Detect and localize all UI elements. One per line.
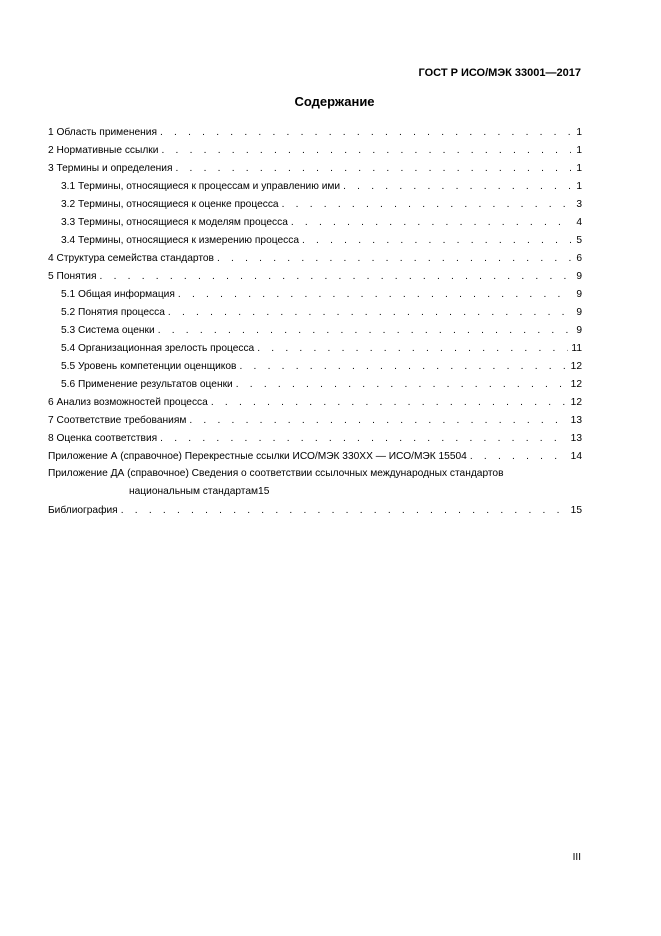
toc-leader-dots (189, 415, 567, 427)
toc-entry-label: 3.1 Термины, относящиеся к процессам и управлению ими (61, 181, 341, 192)
toc-leader-dots (239, 361, 567, 373)
toc-leader-dots (160, 127, 571, 139)
toc-leader-dots (217, 253, 571, 265)
toc-subentry[interactable] (48, 229, 582, 247)
toc-entry-appendix-a[interactable] (48, 445, 582, 463)
toc-entry-label: 5 Понятия (48, 271, 97, 282)
toc-entry-page: 1 (576, 163, 582, 174)
toc-entry-page: 9 (576, 289, 582, 300)
table-of-contents (48, 121, 582, 517)
toc-entry-page: 15 (258, 486, 270, 497)
toc-leader-dots (175, 163, 571, 175)
toc-entry-page: 1 (576, 181, 582, 192)
toc-entry-label-line2: национальным стандартам (129, 486, 259, 497)
toc-entry-label: 1 Область применения (48, 127, 157, 138)
toc-entry-bibliography[interactable] (48, 499, 582, 517)
toc-entry-page: 9 (576, 271, 582, 282)
document-code: ГОСТ Р ИСО/МЭК 33001—2017 (418, 67, 581, 79)
toc-entry-page: 6 (576, 253, 582, 264)
toc-subentry[interactable] (48, 337, 582, 355)
toc-entry[interactable] (48, 391, 582, 409)
toc-entry-page: 9 (576, 307, 582, 318)
toc-subentry[interactable] (48, 319, 582, 337)
toc-entry[interactable] (48, 247, 582, 265)
toc-entry-label: 8 Оценка соответствия (48, 433, 158, 444)
toc-entry-label: 5.2 Понятия процесса (61, 307, 165, 318)
toc-entry-line2 (48, 480, 582, 498)
toc-entry-label: 5.4 Организационная зрелость процесса (61, 343, 255, 354)
toc-leader-dots (158, 325, 571, 337)
toc-leader-dots (257, 343, 568, 355)
toc-entry-label: 7 Соответствие требованиям (48, 415, 187, 426)
toc-leader-dots (160, 433, 568, 445)
toc-entry-page: 4 (576, 217, 582, 228)
toc-entry[interactable] (48, 409, 582, 427)
toc-entry[interactable] (48, 139, 582, 157)
toc-leader-dots (302, 235, 571, 247)
toc-subentry[interactable] (48, 283, 582, 301)
toc-entry-page: 1 (576, 145, 582, 156)
toc-title: Содержание (294, 94, 375, 109)
toc-leader-dots (121, 505, 568, 517)
toc-entry-page: 3 (576, 199, 582, 210)
toc-entry-label: Библиография (48, 505, 118, 516)
toc-entry-label: 4 Структура семейства стандартов (48, 253, 214, 264)
toc-entry[interactable] (48, 427, 582, 445)
toc-entry[interactable] (48, 265, 582, 283)
toc-entry-page: 1 (576, 127, 582, 138)
toc-entry-label: 5.1 Общая информация (61, 289, 175, 300)
toc-leader-dots (291, 217, 571, 229)
toc-entry-label: 3.2 Термины, относящиеся к оценке процесса (61, 199, 279, 210)
toc-entry-label-line1: Приложение ДА (справочное) Сведения о соответствии ссылочных международных стандартов (48, 468, 504, 479)
toc-leader-dots (178, 289, 571, 301)
toc-entry-label: 2 Нормативные ссылки (48, 145, 159, 156)
toc-entry-page: 12 (570, 379, 582, 390)
toc-leader-dots (343, 181, 571, 193)
toc-entry-label: 3 Термины и определения (48, 163, 173, 174)
toc-subentry[interactable] (48, 373, 582, 391)
toc-subentry[interactable] (48, 355, 582, 373)
toc-entry-label: 5.5 Уровень компетенции оценщиков (61, 361, 237, 372)
toc-entry-appendix-da[interactable] (48, 463, 582, 499)
toc-leader-dots (470, 451, 568, 463)
toc-subentry[interactable] (48, 301, 582, 319)
toc-entry-page: 15 (570, 505, 582, 516)
toc-entry-label: 3.3 Термины, относящиеся к моделям процесса (61, 217, 288, 228)
toc-entry-page: 13 (570, 415, 582, 426)
toc-entry-label: 3.4 Термины, относящиеся к измерению процесса (61, 235, 299, 246)
toc-entry-label: 6 Анализ возможностей процесса (48, 397, 208, 408)
toc-subentry[interactable] (48, 193, 582, 211)
toc-subentry[interactable] (48, 175, 582, 193)
page-number: III (572, 852, 581, 863)
toc-subentry[interactable] (48, 211, 582, 229)
toc-entry-page: 12 (570, 361, 582, 372)
toc-entry[interactable] (48, 121, 582, 139)
toc-entry[interactable] (48, 157, 582, 175)
toc-entry-page: 9 (576, 325, 582, 336)
toc-entry-label: 5.3 Система оценки (61, 325, 155, 336)
toc-leader-dots (100, 271, 571, 283)
toc-leader-dots (161, 145, 571, 157)
toc-entry-page: 12 (570, 397, 582, 408)
toc-leader-dots (211, 397, 568, 409)
toc-entry-page: 13 (570, 433, 582, 444)
toc-leader-dots (282, 199, 571, 211)
toc-entry-label: Приложение А (справочное) Перекрестные ссылки ИСО/МЭК 330XX — ИСО/МЭК 15504 (48, 451, 467, 462)
toc-leader-dots (236, 379, 568, 391)
toc-entry-page: 14 (570, 451, 582, 462)
toc-entry-page: 11 (571, 343, 582, 354)
toc-entry-page: 5 (576, 235, 582, 246)
toc-leader-dots (168, 307, 571, 319)
toc-entry-label: 5.6 Применение результатов оценки (61, 379, 233, 390)
